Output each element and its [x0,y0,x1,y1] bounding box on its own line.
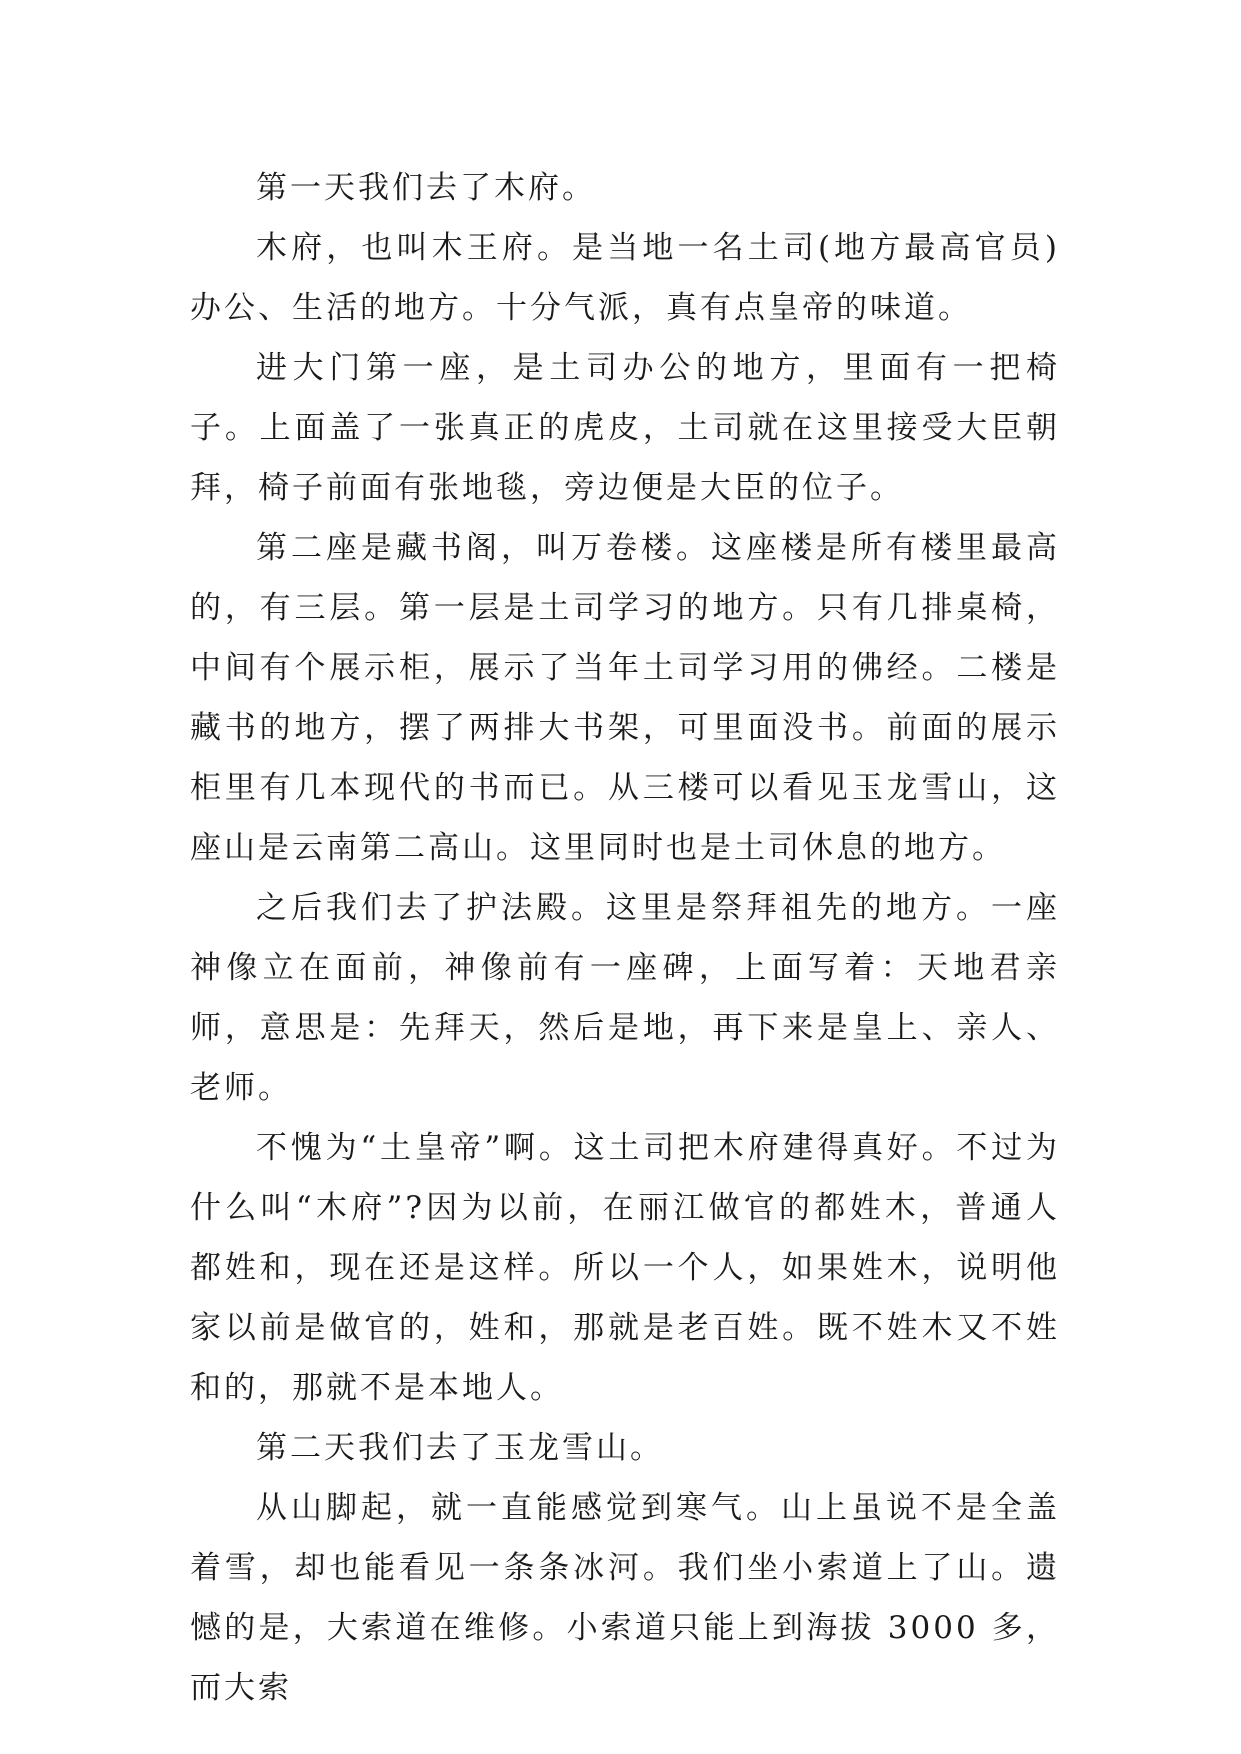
paragraph-5: 之后我们去了护法殿。这里是祭拜祖先的地方。一座神像立在面前，神像前有一座碑，上面写着：天地君亲师，意思是：先拜天，然后是地，再下来是皇上、亲人、老师。 [190,890,1060,1106]
paragraph-3: 进大门第一座，是土司办公的地方，里面有一把椅子。上面盖了一张真正的虎皮，土司就在这里接受大臣朝拜，椅子前面有张地毯，旁边便是大臣的位子。 [190,350,1060,506]
paragraph-6: 不愧为“土皇帝”啊。这土司把木府建得真好。不过为什么叫“木府”?因为以前，在丽江做官的都姓木，普通人都姓和，现在还是这样。所以一个人，如果姓木，说明他家以前是做官的，姓和，那就是老百姓。既不姓木又不姓和的，那就不是本地人。 [190,1130,1060,1406]
paragraph-7: 第二天我们去了玉龙雪山。 [256,1430,664,1466]
paragraph-2: 木府，也叫木王府。是当地一名土司(地方最高官员)办公、生活的地方。十分气派，真有点皇帝的味道。 [190,230,1060,326]
paragraph-8: 从山脚起，就一直能感觉到寒气。山上虽说不是全盖着雪，却也能看见一条条冰河。我们坐小索道上了山。遗憾的是，大索道在维修。小索道只能上到海拔 3000 多，而大索 [190,1490,1060,1706]
paragraph-1: 第一天我们去了木府。 [256,170,596,206]
document-body [190,158,1060,1718]
paragraph-4: 第二座是藏书阁，叫万卷楼。这座楼是所有楼里最高的，有三层。第一层是土司学习的地方。只有几排桌椅，中间有个展示柜，展示了当年土司学习用的佛经。二楼是藏书的地方，摆了两排大书架，可里面没书。前面的展示柜里有几本现代的书而已。从三楼可以看见玉龙雪山，这座山是云南第二高山。这里同时也是土司休息的地方。 [190,530,1060,866]
